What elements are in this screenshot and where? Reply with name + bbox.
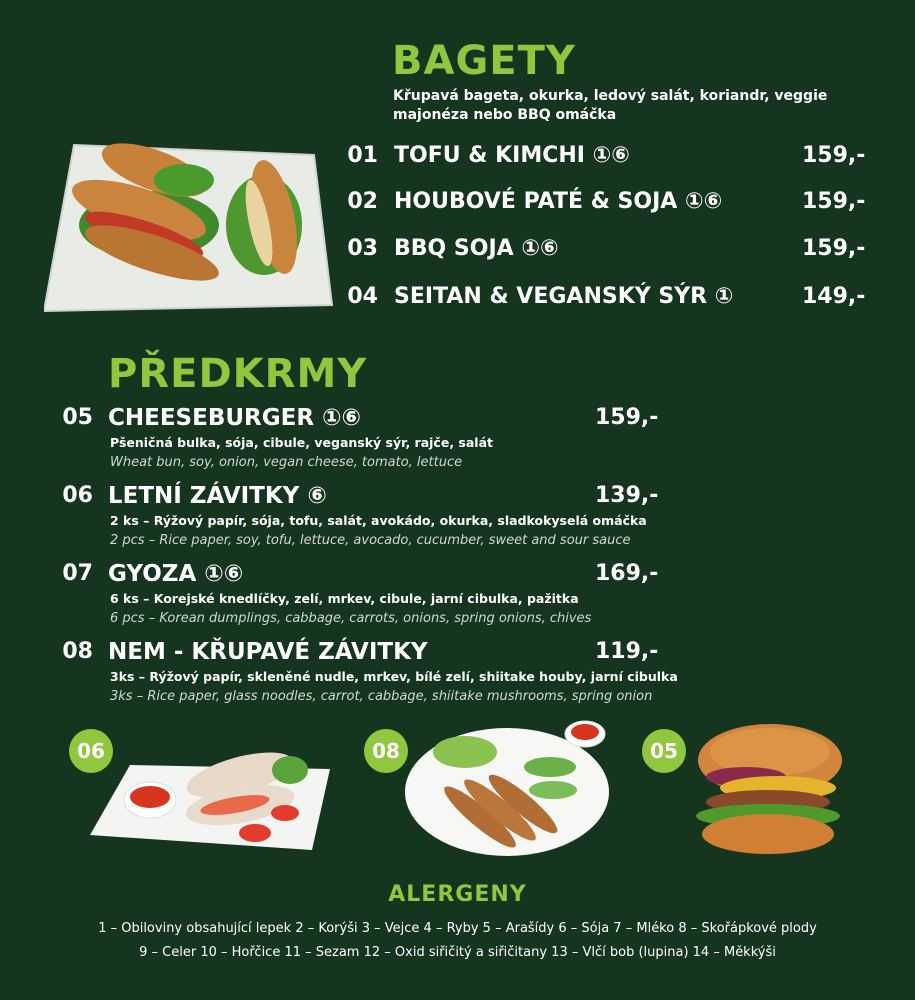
item-name: HOUBOVÉ PATÉ & SOJA ①⑥ bbox=[394, 189, 723, 214]
baguette-photo bbox=[44, 125, 336, 313]
item-description-cz: 6 ks – Korejské knedlíčky, zelí, mrkev, cibule, jarní cibulka, pažitka bbox=[110, 591, 579, 606]
item-description-cz: Pšeničná bulka, sója, cibule, veganský sýr, rajče, salát bbox=[110, 435, 493, 450]
nem-rolls-photo bbox=[405, 712, 615, 858]
bagety-desc-line-1: Křupavá bageta, okurka, ledový salát, koriandr, veggie bbox=[393, 88, 828, 104]
bagety-title: BAGETY bbox=[392, 38, 576, 84]
item-name: GYOZA ①⑥ bbox=[108, 561, 244, 587]
burger-photo bbox=[686, 722, 851, 860]
item-description-cz: 2 ks – Rýžový papír, sója, tofu, salát, avokádo, okurka, sladkokyselá omáčka bbox=[110, 513, 647, 528]
item-price: 159,- bbox=[802, 143, 866, 168]
bagety-desc-line-2: majonéza nebo BBQ omáčka bbox=[393, 107, 617, 123]
bagety-description bbox=[393, 87, 827, 125]
item-name: TOFU & KIMCHI ①⑥ bbox=[394, 143, 630, 168]
item-number: 05 bbox=[62, 405, 93, 430]
item-name: BBQ SOJA ①⑥ bbox=[394, 236, 559, 261]
item-number: 02 bbox=[347, 189, 378, 214]
item-number: 04 bbox=[347, 284, 378, 309]
alergeny-line-1: 1 – Obiloviny obsahující lepek 2 – Korýši 3 – Vejce 4 – Ryby 5 – Arašídy 6 – Sója 7 – Mléko 8 – Skořápkové plody bbox=[98, 921, 817, 936]
bageta-item-04 bbox=[340, 284, 880, 314]
item-number: 07 bbox=[62, 561, 93, 586]
item-description-cz: 3ks – Rýžový papír, skleněné nudle, mrkev, bílé zelí, shiitake houby, jarní cibulka bbox=[110, 669, 678, 684]
item-description-en: Wheat bun, soy, onion, vegan cheese, tomato, lettuce bbox=[110, 455, 463, 470]
photo-badge-06: 06 bbox=[69, 729, 113, 773]
item-name: SEITAN & VEGANSKÝ SÝR ① bbox=[394, 284, 734, 309]
alergeny-line-2: 9 – Celer 10 – Hořčice 11 – Sezam 12 – Oxid siřičitý a siřičitany 13 – Vlčí bob (lupina) 14 – Měkkýši bbox=[139, 945, 776, 960]
item-name: CHEESEBURGER ①⑥ bbox=[108, 405, 361, 431]
item-price: 119,- bbox=[595, 639, 659, 664]
spring-rolls-photo bbox=[90, 735, 335, 855]
photo-badge-05: 05 bbox=[642, 729, 686, 773]
item-name: NEM - KŘUPAVÉ ZÁVITKY bbox=[108, 639, 428, 665]
item-number: 06 bbox=[62, 483, 93, 508]
item-number: 08 bbox=[62, 639, 93, 664]
item-number: 03 bbox=[347, 236, 378, 261]
bageta-item-02 bbox=[340, 189, 880, 219]
item-price: 159,- bbox=[802, 236, 866, 261]
bageta-item-03 bbox=[340, 236, 880, 266]
predkrmy-title: PŘEDKRMY bbox=[108, 351, 368, 397]
alergeny-title: ALERGENY bbox=[388, 882, 527, 907]
item-price: 149,- bbox=[802, 284, 866, 309]
bageta-item-01 bbox=[340, 143, 880, 173]
item-description-en: 3ks – Rice paper, glass noodles, carrot, cabbage, shiitake mushrooms, spring onion bbox=[110, 689, 653, 704]
item-price: 139,- bbox=[595, 483, 659, 508]
item-name: LETNÍ ZÁVITKY ⑥ bbox=[108, 483, 327, 509]
item-number: 01 bbox=[347, 143, 378, 168]
photo-badge-08: 08 bbox=[364, 729, 408, 773]
item-price: 169,- bbox=[595, 561, 659, 586]
item-price: 159,- bbox=[802, 189, 866, 214]
item-price: 159,- bbox=[595, 405, 659, 430]
item-description-en: 6 pcs – Korean dumplings, cabbage, carrots, onions, spring onions, chives bbox=[110, 611, 592, 626]
item-description-en: 2 pcs – Rice paper, soy, tofu, lettuce, avocado, cucumber, sweet and sour sauce bbox=[110, 533, 631, 548]
